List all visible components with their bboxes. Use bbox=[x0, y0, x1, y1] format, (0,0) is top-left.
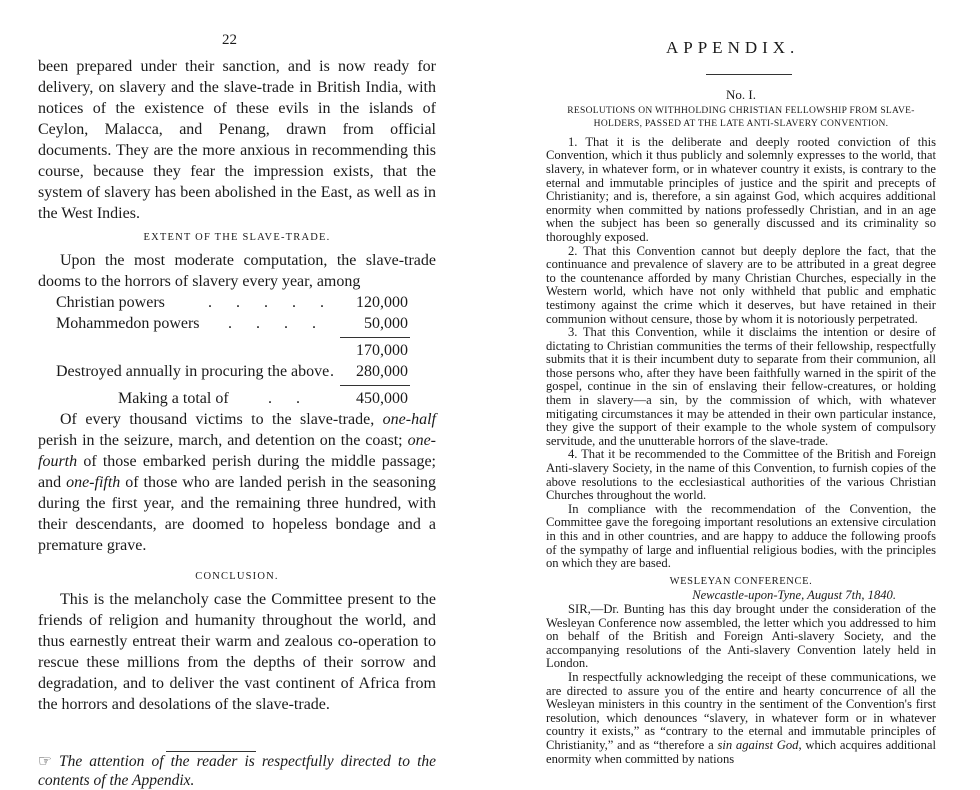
letter-paragraph: In respectfully acknowledging the receipt of these communications, we are directed to assure you of the entire and hearty concurrence of all the Wesleyan ministers in this country in the sentiment of the Convention's first resolution, which denounces “slavery, in whatever form or in whatever country it exists,” as “contrary to the eternal and immutable principles of Christianity,” and as “therefore a sin against God, which acquires additional enormity when committed by nations bbox=[546, 669, 936, 766]
extent-intro: Upon the most moderate computation, the slave-trade dooms to the horrors of slavery every year, among bbox=[38, 252, 436, 290]
resolution-paragraph: 2. That this Convention cannot but deeply deplore the fact, that the continuance and prevalence of slavery are to be attributed in a great degree to the countenance afforded by many Christian Churches, especially in the Western world, which have not only withheld that public and emphatic testimony against the crime which it deserves, but have retained in their communion without censure, those by whom it is notoriously perpetrated. bbox=[546, 243, 936, 326]
dateline: Newcastle-upon-Tyne, August 7th, 1840. bbox=[692, 588, 896, 603]
subtotal-value: 170,000 bbox=[356, 342, 408, 359]
divider bbox=[706, 74, 792, 75]
total-row bbox=[38, 388, 436, 409]
leader-dots: . . bbox=[268, 390, 310, 407]
subtotal-row bbox=[38, 340, 436, 361]
row-value: 120,000 bbox=[356, 294, 408, 311]
destroyed-value: 280,000 bbox=[356, 363, 408, 380]
letter-paragraph: SIR,—Dr. Bunting has this day brought under the consideration of the Wesleyan Conference now assembled, the letter which you addressed to him on behalf of the British and Foreign Anti-slavery Society, and the accompanying resolutions of the Anti-slavery Convention lately held in London. bbox=[546, 601, 936, 671]
destroyed-row bbox=[38, 361, 436, 382]
resolution-paragraph: 1. That it is the deliberate and deeply rooted conviction of this Convention, which it thus publicly and solemnly expresses to the world, that slavery, in whatever form, or in whatever country it exists, is contrary to the eternal and immutable principles of justice and the spirit and precepts of Christianity; and is, therefore, a sin against God, which acquires additional enormity when committed by nations professedly Christian, and in an age when the subject has been so generally discussed and its criminality so thoroughly exposed. bbox=[546, 134, 936, 244]
row-label: Mohammedon powers bbox=[56, 315, 200, 332]
table-row bbox=[38, 292, 436, 313]
compliance-paragraph: In compliance with the recommendation of the Convention, the Committee gave the foregoing important resolutions an extensive circulation in this and in other countries, and are happy to adduce the following proofs of the sympathy of large and influential religious bodies, with the principles on which they are based. bbox=[546, 501, 936, 571]
resolutions-heading: RESOLUTIONS ON WITHHOLDING CHRISTIAN FELLOWSHIP FROM SLAVE-HOLDERS, PASSED AT THE LATE ANTI-SLAVERY CONVENTION. bbox=[567, 105, 915, 130]
conclusion-heading: CONCLUSION. bbox=[195, 571, 279, 582]
appendix-title: APPENDIX. bbox=[666, 38, 800, 57]
appendix-note: ☞ The attention of the reader is respectfully directed to the contents of the Appendix. bbox=[38, 753, 436, 789]
destroyed-label: Destroyed annually in procuring the above bbox=[56, 363, 330, 380]
left-page bbox=[0, 0, 490, 789]
right-page-body bbox=[546, 88, 936, 766]
intro-paragraph: been prepared under their sanction, and is now ready for delivery, on slavery and the slave-trade in British India, with notices of the existence of these evils in the islands of Ceylon, Malacca, and Penang, drawn from official documents. They are the more anxious in recommending this course, because they fear the impression exists, that the system of slavery has been abolished in the East, as well as in the West Indies. bbox=[38, 58, 436, 222]
pointing-hand-icon: ☞ bbox=[38, 753, 52, 770]
leader-dots: . . . . bbox=[228, 315, 326, 332]
page-number: 22 bbox=[222, 32, 237, 48]
leader-dot: . bbox=[330, 363, 334, 380]
leader-dots: . . . . . bbox=[208, 294, 334, 311]
perish-paragraph: Of every thousand victims to the slave-trade, one-half perish in the seizure, march, and detention on the coast; one-fourth of those embarked perish during the middle passage; and one-fifth of those who are landed perish in the seasoning during the first year, and the remaining three hundred, with their descendants, are doomed to hopeless bondage and a premature grave. bbox=[38, 411, 437, 554]
row-label: Christian powers bbox=[56, 294, 165, 311]
table-row bbox=[38, 313, 436, 334]
right-page bbox=[490, 0, 980, 766]
conclusion-paragraph: This is the melancholy case the Committee present to the friends of religion and humanity throughout the world, and thus earnestly entreat their warm and zealous co-operation to rescue these millions from the depths of their sorrow and degradation, and to deliver the vast continent of Africa from the horrors and desolations of the slave-trade. bbox=[38, 591, 436, 713]
section-number: No. I. bbox=[726, 87, 756, 102]
extent-heading: EXTENT OF THE SLAVE-TRADE. bbox=[143, 232, 331, 243]
row-value: 50,000 bbox=[364, 315, 408, 332]
total-label: Making a total of bbox=[118, 390, 229, 407]
resolution-paragraph: 3. That this Convention, while it disclaims the intention or desire of dictating to Christian communities the terms of their fellowship, respectfully submits that it is their incumbent duty to separate from their communion, all those persons who, after they have been faithfully warned in the spirit of the gospel, continue in the sin of enslaving their fellow-creatures, or holding them in slavery—a sin, by the commission of which, with whatever mitigating circumstances it may be attended in their own particular instance, they give the support of their example to the whole system of compulsory servitude, and the unutterable horrors of the slave-trade. bbox=[546, 325, 936, 448]
total-value: 450,000 bbox=[356, 390, 408, 407]
resolution-paragraph: 4. That it be recommended to the Committee of the British and Foreign Anti-slavery Society, in the name of this Convention, to furnish copies of the above resolutions to the ecclesiastical authorities of the various Christian Churches throughout the world. bbox=[546, 447, 936, 503]
wesleyan-heading: WESLEYAN CONFERENCE. bbox=[669, 575, 813, 587]
left-page-body bbox=[38, 56, 436, 790]
